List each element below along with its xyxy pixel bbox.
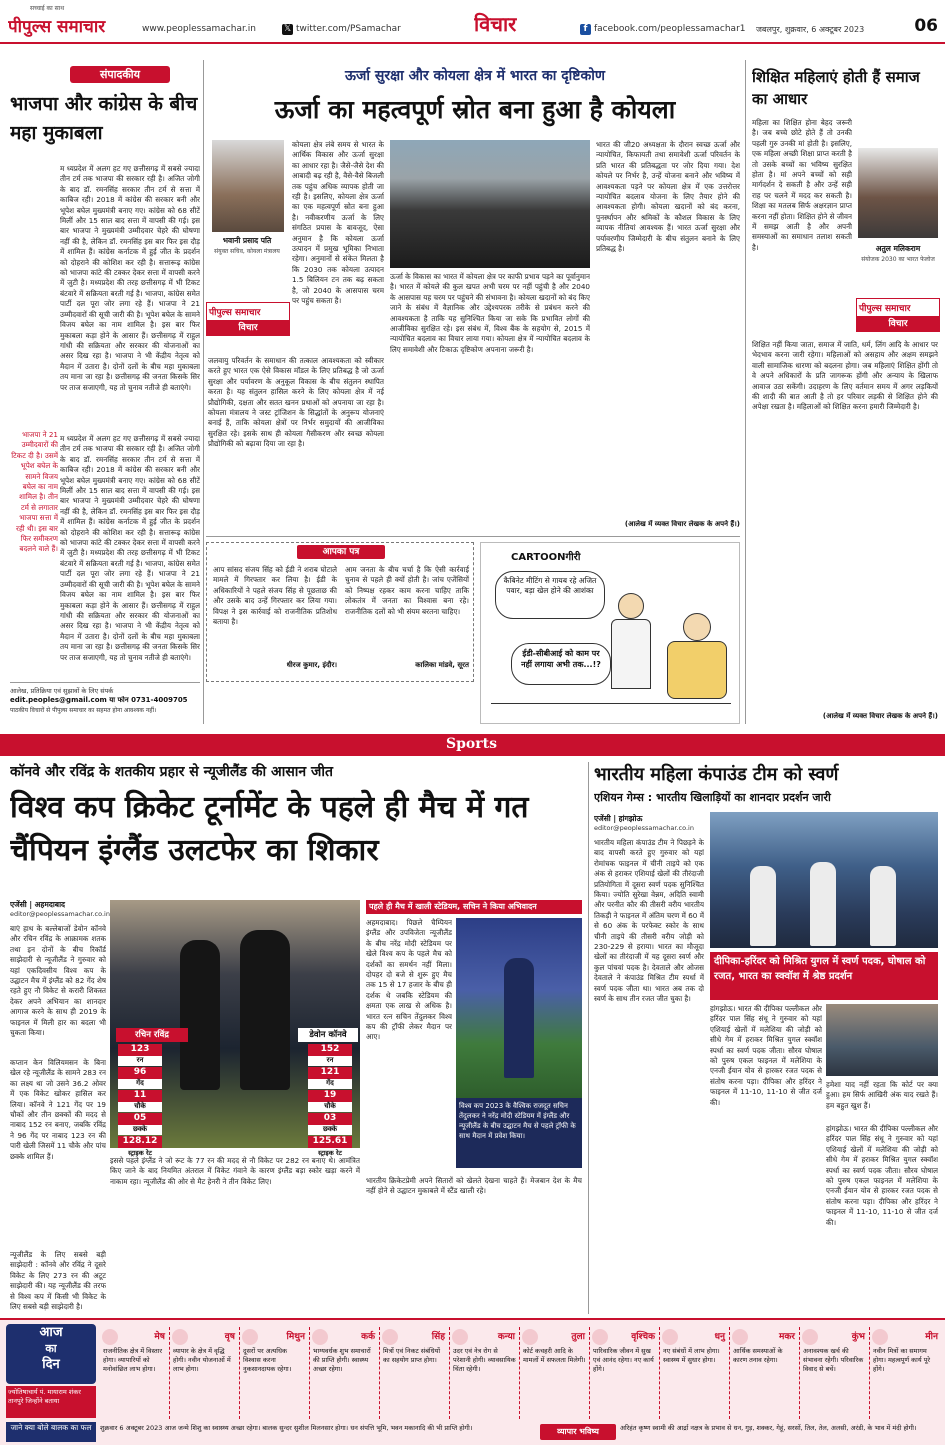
rashi-kanya [450,1327,520,1419]
editorial-sidebar-note: भाजपा ने 21 उम्मीदवारों की टिकट दी है। उसमें भूपेश बघेल के सामने विजय बघेल का नाम शामिल है। तीन टर्म से लगातार भाजपा सत्ता में रही थी। इस बार फिर समीकरण बदलने वाले हैं। [11,430,58,554]
rachin-sixes: 05 [118,1113,162,1125]
archer-2 [810,862,836,946]
letters-box [206,542,474,682]
rashi-name: सिंह [431,1332,445,1342]
sachin-figure [504,958,534,1078]
rachin-sr-label: स्ट्राइक रेट [118,1148,162,1158]
rashi-dhanu [660,1327,730,1419]
squash-body: हांगझोऊ। भारत की दीपिका पल्लीकल और हरिंदर पाल सिंह संधू ने गुरुवार को यहां एशियाई खेलों में मलेशिया की जोड़ी को सीधे गेम में हराकर मिश्रित युगल स्क्वॉश स्पर्धा का स्वर्ण पदक जीता। सौरव घोषाल को पुरुष एकल फाइनल में मलेशिया के एनजी ईयान योव से हारकर रजत पदक से संतोष करना पड़ा। दीपिका और हरिंदर ने फाइनल में 11-10, 11-10 से जीत दर्ज की। [710,1004,822,1107]
rashi-text: अनावश्यक खर्च की संभावना रहेगी। परिवारिक विवाद से बचें। [803,1347,864,1373]
logo: पीपुल्स समाचार [8,17,106,37]
author-photo-atul [858,148,938,238]
rashi-text: राजनीतिक क्षेत्र में विस्तार होगा। व्यापारियों को मनोवांछित लाभ होगा। [103,1347,163,1373]
women-vichar-logo: पीपुल्स समाचार [859,304,911,314]
rashi-singh [380,1327,450,1419]
letter-1-body: आप सांसद संजय सिंह को ईडी ने शराब घोटाले मामले में गिरफ्तार कर लिया है। ईडी के अधिकारियों ने पहले संजय सिंह से पूछताछ की और उसके बाद उन्हें गिरफ्तार कर लिया गया। विपक्ष ने इस कार्रवाई को राजनीतिक प्रतिशोध बताया है। [213,565,337,627]
conway-label: डेवोन कॉनवे [298,1028,358,1042]
cartoon-bubble-2: ईडी-सीबीआई को काम पर नहीं लगाया अभी तक...!? [511,643,611,685]
section-title: विचार [474,12,517,36]
rachin-balls-label: गेंद [118,1079,162,1089]
archery-headline: भारतीय महिला कंपाउंड टीम को स्वर्ण [594,764,839,785]
coal-author-name: भवानी प्रसाद पति [222,236,272,245]
archer-1 [750,866,776,946]
makar-icon [732,1329,748,1345]
women-body-1: महिला का शिक्षित होना बेहद जरूरी है। जब बच्चे छोटे होते हैं तो उनकी पहली गुरु उनकी मां होती है। इसलिए, एक महिला अच्छी शिक्षा प्राप्त करती है तो उसके बच्चों का भविष्य सुरक्षित होता है। मां अपने बच्चों को सही मार्गदर्शन दे सकती है और उन्हें सही राह पर चलने में मदद कर सकती है। शिक्षा का मतलब सिर्फ अक्षरज्ञान प्राप्त करना नहीं होता। शिक्षित होने से जीवन में समझ आती है और अपनी समस्याओं का समाधान तलाश सकती है। [752,118,852,252]
coal-footer: (आलेख में व्यक्त विचार लेखक के अपने हैं।) [624,520,740,528]
conway-sixes: 03 [308,1113,352,1125]
rashi-name: कर्क [361,1332,375,1342]
dateline: जबलपुर, शुक्रवार, 6 अक्टूबर 2023 [756,25,865,34]
cartoon-figure-seated [667,613,727,703]
conway-strike-rate: 125.61 [308,1136,352,1148]
coal-col1: कोयला क्षेत्र लंबे समय से भारत के आर्थिक विकास और ऊर्जा सुरक्षा का आधार रहा है। जैसे-जैसे देश की आबादी बढ़ रही है, वैसे-वैसे बिजली तक पहुंच अधिक व्यापक होती जा रही है। इसलिए, कोयला क्षेत्र ऊर्जा का एक महत्वपूर्ण स्रोत बना हुआ है। नवीकरणीय ऊर्जा के लिए संगठित प्रयास के बावजूद, ऐसा अनुमान है कि कोयला ऊर्जा उत्पादन में प्रमुख भूमिका निभाता रहेगा। अनुमानों से संकेत मिलता है कि 2030 तक कोयला उत्पादन 1.5 बिलियन टन तक बढ़ सकता है, जो 2040 के आसपास चरम पर पहुंच सकता है। [292,140,384,306]
conway-fours: 19 [308,1090,352,1102]
women-author-title: संयोजक 2030 का भारत फेलोज [861,256,935,263]
mithun-icon [242,1329,258,1345]
meen-icon [872,1329,888,1345]
rachin-label: रचिन रविंद्र [116,1028,188,1042]
sports-band [0,734,945,756]
cricket-caption: न्यूजीलैंड के लिए सबसे बड़ी साझेदारी : कॉनवे और रविंद्र ने दूसरे विकेट के लिए 273 रन की अटूट साझेदारी की। यह न्यूजीलैंड की तरफ से विश्व कप में किसी भी विकेट के लिए सबसे बड़ी साझेदारी है। [10,1250,106,1312]
twitter-link[interactable]: twitter.com/PSamachar [296,24,401,34]
rashi-text: मित्रों एवं निकट संबंधियों का सहयोग प्राप्त होगा। [383,1347,441,1364]
women-footer: (आलेख में व्यक्त विचार लेखक के अपने हैं।) [822,712,938,720]
horoscope-title-1: आज [39,1325,63,1340]
rachin-stats [118,1044,162,1160]
conway-fours-label: चौके [308,1102,352,1112]
kark-icon [312,1329,328,1345]
rashi-text: व्यापार के क्षेत्र में वृद्धि होगी। नवीन योजनाओं में लाभ होगा। [173,1347,231,1373]
vichar-logo-text: पीपुल्स समाचार [209,308,261,318]
squash-photo [826,1004,938,1076]
letter-1-author: धीरज कुमार, इंदौर। [286,661,337,669]
vrish-icon [172,1329,188,1345]
horoscope-title [6,1324,96,1384]
stadium-body: अहमदाबाद। पिछले चैम्पियन इंग्लैंड और उपविजेता न्यूजीलैंड के बीच नरेंद्र मोदी स्टेडियम पर खेले विश्व कप के पहले मैच को दर्शकों का समर्थन नहीं मिला। दोपहर दो बजे से शुरू हुए मैच तक 15 से 17 हजार के बीच ही दर्शक थे जबकि स्टेडियम की क्षमता एक लाख से अधिक है। भारत रत्न सचिन तेंदुलकर विश्व कप की ट्रॉफी लेकर मैदान पर आए। [366,918,452,1042]
rashi-tula [520,1327,590,1419]
player-conway [240,930,290,1090]
women-body-2: शिक्षित नहीं किया जाता, समाज में जाति, धर्म, लिंग आदि के आधार पर भेदभाव करना जारी रहेगा। महिलाओं को असहाय और अक्षम समझने वाली सामाजिक धारणा को बदलना होगा। जब महिलाएं शिक्षित होंगी तो वे अपने अधिकारों के प्रति जागरूक होंगी और अन्याय के खिलाफ आवाज उठा सकेंगी। उदाहरण के लिए वर्तमान समय में अगर लड़कियों की शादी की बात आती है तो हर परिवार लड़की से शिक्षित होने की अपेक्षा रखता है। महिलाओं को शिक्षित करना हमारी जिम्मेदारी है। [752,340,938,412]
editorial-body: म ध्यप्रदेश में अलग हट गए छत्तीसगढ़ में सबसे ज्यादा तीन टर्म तक भाजपा की सरकार रही है। अजित जोगी के बाद डॉ. रमनसिंह सरकार तीन टर्म से सत्ता में काबिज रही। 2018 में कांग्रेस की सरकार बनी और भूपेश बघेल मुख्यमंत्री बनाए गए। कांग्रेस को 68 सीटें मिलीं और 15 साल बाद सत्ता में वापसी की गई। इस बार भाजपा ने मुख्यमंत्री उम्मीदवार चेहरे की घोषणा नहीं की है, लेकिन डॉ. रमनसिंह इस बार फिर इस दौड़ में शामिल हैं। कांग्रेस कर्नाटक में हुई जीत के प्रदर्शन को दोहराने की कोशिश कर रही है। सत्तारूढ़ कांग्रेस को भाजपा कांटे की टक्कर देकर सत्ता में वापसी करने में जुटी है। मध्यप्रदेश की तरह छत्तीसगढ़ में भी टिकट बंटवारे में सक्रियता बरती गई है। भाजपा, कांग्रेस समेत पार्टी दल पूरा जोर लगा रहे हैं। भाजपा ने 21 उम्मीदवारों की सूची जारी की है। भूपेश बघेल के सामने विजय बघेल का नाम शामिल है। इस बार फिर मुकाबला कड़ा होने के आसार हैं। छत्तीसगढ़ में राहुल गांधी की सक्रियता और सरकार की योजनाओं का असर दिख रहा है। भाजपा ने भी केंद्रीय नेतृत्व को मैदान में उतारा है। दोनों दलों के बीच महा मुकाबला तय माना जा रहा है। छत्तीसगढ़ की जनता किसके सिर पर ताज सजाएगी, यह तो चुनाव नतीजे ही बताएंगे। [60,164,200,392]
conway-sixes-label: छक्के [308,1125,352,1135]
women-author-name: अतुल मलिकराम [875,244,921,253]
conway-balls: 121 [308,1067,352,1079]
coal-headline: ऊर्जा का महत्वपूर्ण स्रोत बना हुआ है कोयला [274,95,676,124]
archery-body: भारतीय महिला कंपाउंड टीम ने पिछड़ने के बाद वापसी करते हुए गुरुवार को यहां रोमांचक फाइनल में चीनी ताइपे को एक अंक से हराकर एशियाई खेलों की तीरंदाजी प्रतियोगिता में दूसरा स्वर्ण पदक सुनिश्चित किया। ज्योति सुरेखा वेन्नम, अदिति स्वामी और परनीत कौर की तीसरी वरीय भारतीय तिकड़ी ने फाइनल में अंतिम चरण में 60 में से 60 अंक के परफेक्ट स्कोर के साथ चीनी ताइपे की तीसरी वरीय जोड़ी को 230-229 से हराया। भारत का मौजूदा खेलों का तीरंदाजी में यह दूसरा स्वर्ण और कुल पांचवां पदक है। देवताले और ओजस देवताले ने कंपाउंड मिश्रित टीम स्पर्धा में स्वर्ण पदक जीता था। भारत अब तक दो स्वर्ण के साथ तीन रजत जीत चुका है। [594,838,704,1004]
cricket-stats-body: कप्तान केन विलियमसन के बिना खेल रहे न्यूजीलैंड के सामने 283 रन का लक्ष्य था जो उसने 36.2 ओवर में एक विकेट खोकर हासिल कर लिया। कॉनवे ने 121 गेंद पर 19 चौकों और तीन छक्कों की मदद से नाबाद 152 रन बनाए, जबकि रविंद्र ने 96 गेंद पर नाबाद 123 रन की पारी खेली जिसमें 11 चौके और पांच छक्के शामिल हैं। [10,1058,106,1161]
vichar-logo-badge [206,302,290,336]
rachin-fours: 11 [118,1090,162,1102]
rashi-name: मिथुन [286,1332,305,1342]
editorial-tag: संपादकीय [70,66,170,83]
cricket-headline: विश्व कप क्रिकेट टूर्नामेंट के पहले ही मैच में गत चैंपियन इंग्लैंड उलटफेर का शिकार [10,790,529,868]
rashi-text: पारिवारिक जीवन में सुख एवं आनंद रहेगा। नए कार्य होंगे। [593,1347,654,1373]
mesh-icon [102,1329,118,1345]
conway-balls-label: गेंद [308,1079,352,1089]
rachin-strike-rate: 128.12 [118,1136,162,1148]
website-link[interactable]: www.peoplessamachar.in [142,24,256,34]
women-vichar-badge [856,298,940,332]
page-number: 06 [914,16,938,36]
rashi-meen [870,1327,942,1419]
biz-label: व्यापार भविष्य [540,1424,616,1440]
coal-mine-photo [390,140,590,268]
rashi-text: भाग्यवर्धक शुभ समाचारों की प्राप्ति होगी। स्वास्थ्य अच्छा रहेगा। [313,1347,371,1373]
archery-email[interactable]: editor@peoplessamachar.co.in [594,824,694,832]
player-rachin [180,940,220,1090]
logo-tagline: सच्चाई का साथ [30,5,65,12]
vrishchik-icon [592,1329,608,1345]
conway-runs-label: रन [308,1056,352,1066]
rashi-mesh [100,1327,170,1419]
cricket-byline: एजेंसी | अहमदाबाद [10,900,66,909]
sachin-photo [456,918,582,1098]
squash-quote: हमेशा याद नहीं रहता कि कोर्ट पर क्या हुआ। हम सिर्फ आखिरी अंक याद रखते हैं। हम बहुत खुश हैं। [826,1080,938,1110]
rashi-text: आर्थिक समस्याओं के कारण तनाव रहेगा। [733,1347,783,1364]
cartoon-bubble-1: कैबिनेट मीटिंग से गायब रहे अजित पवार, बड़ा खेल होने की आशंका [495,571,605,619]
rashi-name: वृष [224,1332,235,1342]
rashi-text: नए संबंधों में लाभ होगा। स्वास्थ्य में सुधार होगा। [663,1347,720,1364]
horoscope-bottom-left: जाने क्या बोले बालक का फल [6,1422,96,1442]
archer-3 [870,866,896,946]
editorial-headline: भाजपा और कांग्रेस के बीच महा मुकाबला [10,93,198,144]
sports-label: Sports [446,736,497,752]
biz-text: अरिहंत कृष्ण स्वामी की आर्द्रा नक्षत्र के प्रभाव से धन, गुड़, शक्कर, गेहूं, सरसों, तिल, तेल, अलसी, अरंडी, के भाव में मंदी होगी। [620,1424,917,1432]
rashi-vrish [170,1327,240,1419]
squash-headline: दीपिका-हरिंदर को मिश्रित युगल में स्वर्ण पदक, घोषाल को रजत, भारत का स्क्वॉश में श्रेष्ठ प्रदर्शन [710,952,938,1000]
archery-byline: एजेंसी | हांगझोऊ [594,814,643,823]
rashi-vrishchik [590,1327,660,1419]
rashi-text: नवीन मित्रों का समागम होगा। महत्वपूर्ण कार्य पूरे होंगे। [873,1347,931,1373]
coal-col3: ऊर्जा के विकास का भारत में कोयला क्षेत्र पर काफी प्रभाव पड़ने का पूर्वानुमान है। भारत में कोयले की कुल खपत अभी चरम पर नहीं पहुंची है और 2040 के आसपास यह चरम पर पहुंचने की संभावना है। कोयला खदानों को बंद किए जाने के संबंध में वैज्ञानिक और उद्देश्यपरक तरीके से प्रबंधन करने की आवश्यकता है ताकि यह सुनिश्चित किया जा सके कि प्रभावित लोगों की आजीविका सुरक्षित रहे। इस संबंध में, विश्व बैंक के सहयोग से, 2015 में न्यायोचित बदलाव का विचार लाया गया। कोयला क्षेत्र में न्यायोचित बदलाव के लिए समावेशी और टिकाऊ दृष्टिकोण अपनाना जरूरी है। [390,272,590,354]
contact-info[interactable]: edit.peoples@gmail.com या फोन 0731-4009705 [10,696,188,704]
x-icon: 𝕏 [283,24,292,34]
kanya-icon [452,1329,468,1345]
rashi-name: कुंभ [851,1332,865,1342]
conway-runs: 152 [308,1044,352,1056]
rachin-runs: 123 [118,1044,162,1056]
tula-icon [522,1329,538,1345]
rashi-text: दूसरों पर अत्यधिक विश्वास करना नुकसानदायक रहेगा। [243,1347,292,1373]
stadium-body-2: भारतीय क्रिकेटप्रेमी अपने सितारों को खेलते देखना चाहते हैं। मेजबान देश के मैच नहीं होने से उद्घाटन मुकाबले में स्टैंड खाली रहे। [366,1176,582,1196]
conway-sr-label: स्ट्राइक रेट [308,1148,352,1158]
archery-sub: एशियन गेम्स : भारतीय खिलाड़ियों का शानदार प्रदर्शन जारी [594,791,831,804]
editorial-footnote: पाठकीय विचारों से पीपुल्स समाचार का सहमत होना आवश्यक नहीं। [10,707,157,714]
conway-stats [308,1044,352,1160]
letters-title: आपका पत्र [297,545,385,559]
rashi-name: तुला [571,1332,585,1342]
rashi-name: कन्या [497,1332,515,1342]
cartoon-box [480,542,740,724]
coal-col4: भारत की जी20 अध्यक्षता के दौरान स्वच्छ ऊर्जा और न्यायोचित, किफायती तथा समावेशी ऊर्जा परिवर्तन के प्रति भारत की प्रतिबद्धता पर जोर दिया गया। देश कोयले पर निर्भर है, उन्हें योजना बनाने और भविष्य में आवश्यकता पड़ने पर कोयला क्षेत्र में एक उत्तरोत्तर न्यायोचित बदलाव योजना के लिए तैयार होने की आवश्यकता होगी। कोयला खदानों को बंद करना, पुनर्स्थापन और श्रमिकों के कौशल विकास के लिए व्यापक नीतियां आवश्यक हैं। भारत ऊर्जा सुरक्षा और पर्यावरणीय जिम्मेदारी के बीच संतुलन बनाने के लिए प्रतिबद्ध है। [596,140,740,254]
rachin-runs-label: रन [118,1056,162,1066]
vichar-logo-section: विचार [207,320,289,336]
stadium-kicker: पहले ही मैच में खाली स्टेडियम, सचिन ने किया अभिवादन [366,900,582,914]
sachin-photo-caption: विश्व कप 2023 के वैश्विक राजदूत सचिन तेंदुलकर ने नरेंद्र मोदी स्टेडियम में इंग्लैंड और न्यूजीलैंड के बीच उद्घाटन मैच से पहले ट्रॉफी के साथ मैदान में प्रवेश किया। [456,1098,582,1168]
horoscope-foot-note: शुक्रवार 6 अक्टूबर 2023 आज जन्मे शिशु का स्वास्थ्य अच्छा रहेगा। बालक सुन्दर सुशील मिलनसार होगा। धन संपत्ति भूमि, भवन मकानादि की भी प्राप्ति होगी। [100,1424,473,1432]
women-vichar-section: विचार [857,316,939,332]
rachin-sixes-label: छक्के [118,1125,162,1135]
masthead [0,0,945,44]
dhanu-icon [662,1329,678,1345]
horoscope-astrologer: ज्योतिषाचार्य पं. मायाराम शंकर तानपुरे जिन्होंने बताया [6,1386,96,1418]
letter-2-author: कालिका मांडवे, सूरत [415,661,469,669]
cartoon-figure-leader [611,593,651,693]
rashi-kark [310,1327,380,1419]
facebook-icon: f [580,24,591,35]
cricket-kicker: कॉनवे और रविंद्र के शतकीय प्रहार से न्यूजीलैंड की आसान जीत [10,764,334,780]
cricket-body: बाएं हाथ के बल्लेबाजों डेवोन कॉनवे और रचिन रविंद्र के आक्रामक शतक तथा इन दोनों के बीच रिकॉर्ड साझेदारी से न्यूजीलैंड ने गुरुवार को यहां एकदिवसीय विश्व कप के उद्घाटन मैच में इंग्लैंड को 82 गेंद शेष रहते हुए नौ विकेट से करारी शिकस्त देकर अपने अभियान का शानदार आगाज करने के साथ ही 2019 के फाइनल में मिली हार का बदला भी चुकता किया। [10,924,106,1038]
cartoon-title: CARTOONगीरी [511,552,581,563]
rashi-text: उदर एवं नेत्र रोग से परेशानी होगी। व्यावसायिक चिंता रहेगी। [453,1347,516,1373]
rashi-name: मेष [154,1332,165,1342]
cricket-email[interactable]: editor@peoplessamachar.co.in [10,910,110,918]
archery-team-photo [710,812,938,948]
contact-label: आलेख, प्रतिक्रिया एवं सुझावों के लिए संपर्क [10,687,114,695]
horoscope-title-2: का [45,1342,57,1355]
singh-icon [382,1329,398,1345]
rashi-makar [730,1327,800,1419]
coal-author-title: संयुक्त सचिव, कोयला मंत्रालय [214,248,280,255]
cricket-more: इससे पहले इंग्लैंड ने जो रूट के 77 रन की मदद से नौ विकेट पर 282 रन बनाए थे। आमंत्रित किए जाने के बाद नियमित अंतराल में विकेट गंवाने के कारण इंग्लैंड बड़ा स्कोर खड़ा करने में नाकाम रहा। न्यूजीलैंड की ओर से मैट हेनरी ने तीन विकेट लिए। [110,1156,360,1186]
rachin-balls: 96 [118,1067,162,1079]
rashi-text: कोर्ट कचहरी आदि के मामलों में सफलता मिलेगी। [523,1347,586,1364]
rashi-name: मकर [779,1332,795,1342]
coal-col1-cont: जलवायु परिवर्तन के समाधान की तत्काल आवश्यकता को स्वीकार करते हुए भारत एक ऐसे विकास मॉडल के लिए प्रतिबद्ध है जो ऊर्जा सुरक्षा और पर्यावरण के अनुकूल विकास के बीच संतुलन स्थापित करता है। यह संतुलन हासिल करने के लिए कोयला क्षेत्र में नई प्रौद्योगिकी, दक्षता और सतत खनन प्रथाओं को अपनाया जा रहा है। कोयला मंत्रालय ने जस्ट ट्रांजिशन के सिद्धांतों के अनुरूप योजनाएं बनाई हैं, ताकि कोयला क्षेत्रों पर निर्भर समुदायों की आजीविका सुरक्षित रहे। इसके साथ ही कोयला गैसीकरण और स्वच्छ कोयला प्रौद्योगिकी को बढ़ावा दिया जा रहा है। [208,356,384,449]
rashi-kumbh [800,1327,870,1419]
rashi-name: वृश्चिक [631,1332,655,1342]
kumbh-icon [802,1329,818,1345]
rachin-fours-label: चौके [118,1102,162,1112]
horoscope-title-3: दिन [42,1357,60,1372]
rashi-mithun [240,1327,310,1419]
coal-kicker: ऊर्जा सुरक्षा और कोयला क्षेत्र में भारत का दृष्टिकोण [345,68,605,84]
rashi-name: धनु [714,1332,725,1342]
rashi-name: मीन [925,1332,938,1342]
squash-body-cont: हांगझोऊ। भारत की दीपिका पल्लीकल और हरिंदर पाल सिंह संधू ने गुरुवार को यहां एशियाई खेलों में मलेशिया की जोड़ी को सीधे गेम में हराकर मिश्रित युगल स्क्वॉश स्पर्धा का स्वर्ण पदक जीता। सौरव घोषाल को पुरुष एकल फाइनल में मलेशिया के एनजी ईयान योव से हारकर रजत पदक से संतोष करना पड़ा। दीपिका और हरिंदर ने फाइनल में 11-10, 11-10 से जीत दर्ज की। [826,1124,938,1227]
author-photo-bhawani [212,140,284,232]
letter-2-body: आम जनता के बीच चर्चा है कि ऐसी कार्रवाई चुनाव से पहले ही क्यों होती है। जांच एजेंसियों को निष्पक्ष रहकर काम करना चाहिए ताकि लोकतंत्र में जनता का विश्वास बना रहे। राजनीतिक दलों को भी संयम बरतना चाहिए। [345,565,469,616]
editorial-body-cont: म ध्यप्रदेश में अलग हट गए छत्तीसगढ़ में सबसे ज्यादा तीन टर्म तक भाजपा की सरकार रही है। अजित जोगी के बाद डॉ. रमनसिंह सरकार तीन टर्म से सत्ता में काबिज रही। 2018 में कांग्रेस की सरकार बनी और भूपेश बघेल मुख्यमंत्री बनाए गए। कांग्रेस को 68 सीटें मिलीं और 15 साल बाद सत्ता में वापसी की गई। इस बार भाजपा ने मुख्यमंत्री उम्मीदवार चेहरे की घोषणा नहीं की है, लेकिन डॉ. रमनसिंह इस बार फिर इस दौड़ में शामिल हैं। कांग्रेस कर्नाटक में हुई जीत के प्रदर्शन को दोहराने की कोशिश कर रही है। सत्तारूढ़ कांग्रेस को भाजपा कांटे की टक्कर देकर सत्ता में वापसी करने में जुटी है। मध्यप्रदेश की तरह छत्तीसगढ़ में भी टिकट बंटवारे में सक्रियता बरती गई है। भाजपा, कांग्रेस समेत पार्टी दल पूरा जोर लगा रहे हैं। भाजपा ने 21 उम्मीदवारों की सूची जारी की है। भूपेश बघेल के सामने विजय बघेल का नाम शामिल है। इस बार फिर मुकाबला कड़ा होने के आसार हैं। छत्तीसगढ़ में राहुल गांधी की सक्रियता और सरकार की योजनाओं का असर दिख रहा है। भाजपा ने भी केंद्रीय नेतृत्व को मैदान में उतारा है। दोनों दलों के बीच महा मुकाबला तय माना जा रहा है। छत्तीसगढ़ की जनता किसके सिर पर ताज सजाएगी, यह तो चुनाव नतीजे ही बताएंगे। [60,434,200,662]
women-headline: शिक्षित महिलाएं होती हैं समाज का आधार [752,68,920,108]
facebook-link[interactable]: facebook.com/peoplessamachar1 [594,24,746,34]
